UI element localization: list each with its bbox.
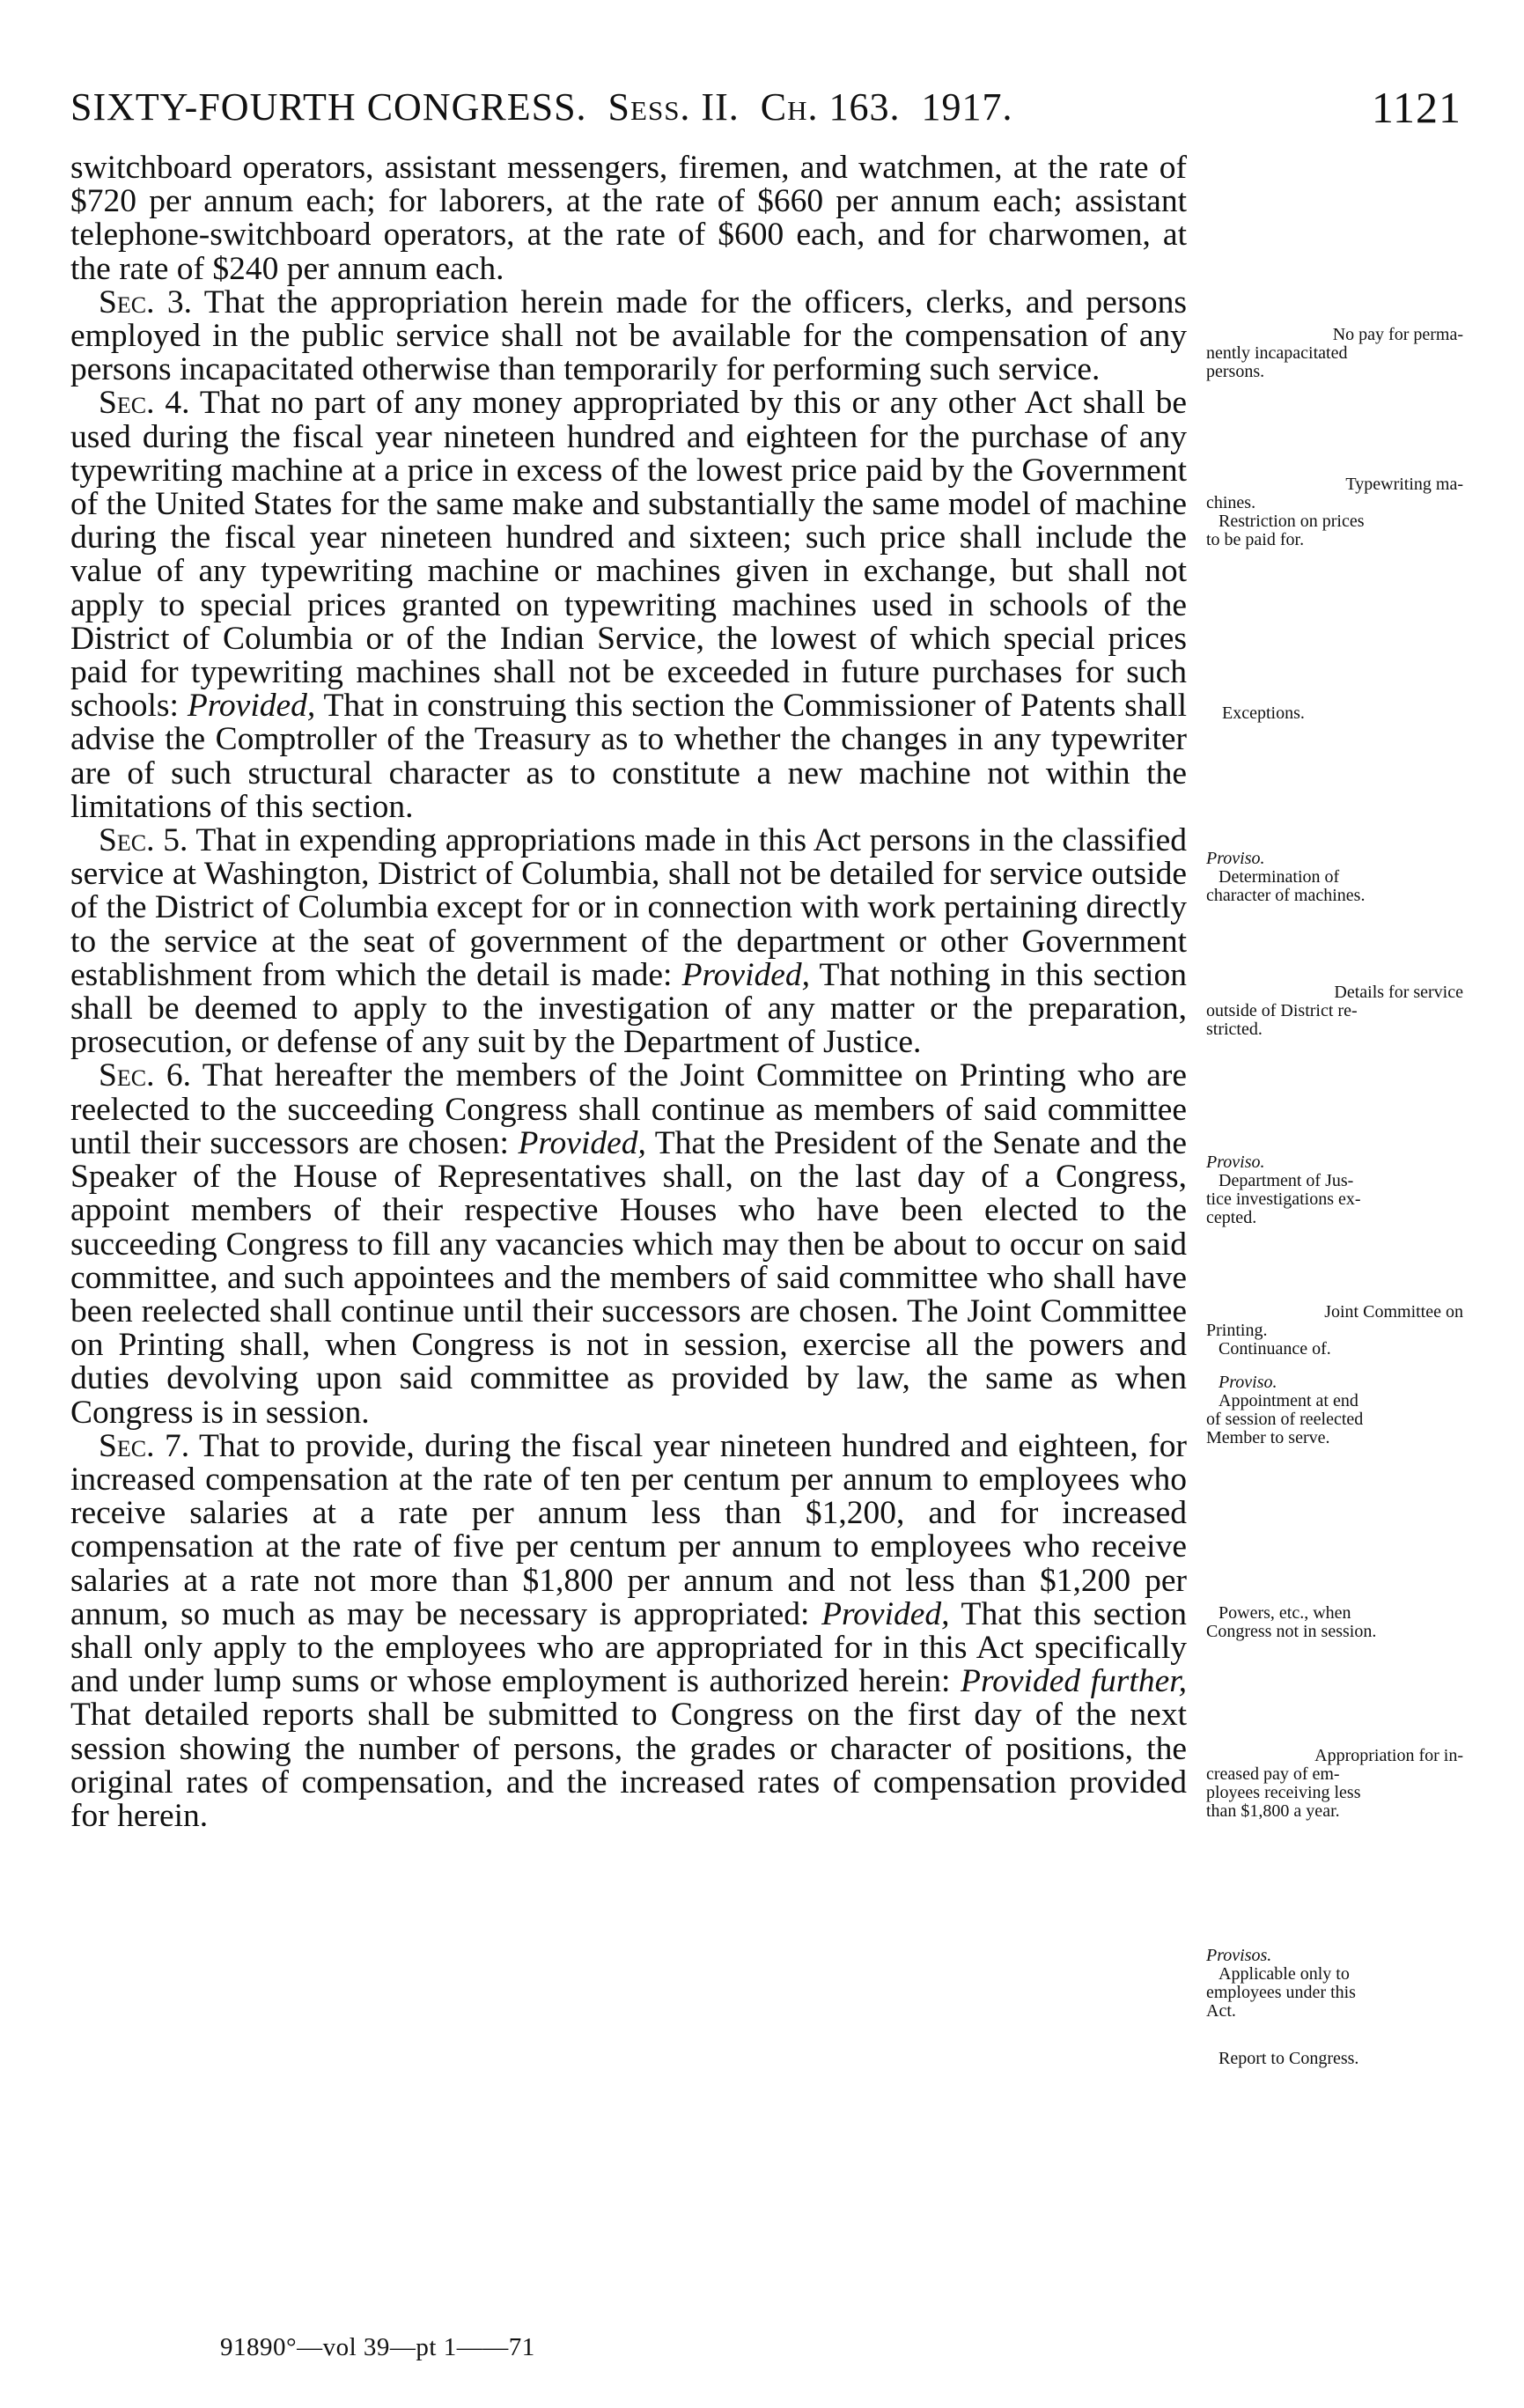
margin-note-line: Powers, etc., when — [1218, 1603, 1351, 1623]
page-number: 1121 — [1371, 83, 1461, 132]
section-7-proviso-further-word: Provided further, — [961, 1663, 1188, 1700]
section-7-proviso-further-text: That detailed reports shall be submitted to Congress on the first day of the next session showing the number of persons, the grades or character of positions, the original rates of compensation, and the increased rates of compensation provided for herein. — [70, 1697, 1187, 1834]
margin-note-line: of session of reelected — [1206, 1410, 1364, 1429]
printer-signature: 91890°—vol 39—pt 1——71 — [220, 2333, 535, 2361]
margin-note-line: Appropriation for in- — [1314, 1746, 1463, 1765]
margin-note-provisos-applicable — [1206, 1947, 1463, 2021]
section-3-text: That the appropriation herein made for the officers, clerks, and persons employed in the public service shall not be available for the compensation of any persons incapacitated otherwise than temporarily for performing such service. — [70, 284, 1187, 388]
margin-note-line: ployees receiving less — [1206, 1783, 1361, 1802]
section-7-label: Sec. 7. — [99, 1427, 190, 1464]
margin-note-report — [1206, 2050, 1463, 2068]
margin-note-line: cepted. — [1206, 1208, 1257, 1227]
section-3 — [70, 286, 1187, 387]
section-6-proviso-word: Provided, — [518, 1124, 646, 1161]
margin-note-line: employees under this — [1206, 1983, 1356, 2002]
margin-note-line: Determination of — [1218, 867, 1340, 887]
section-7-text: That to provide, during the fiscal year nineteen hundred and eighteen, for increased compensation at the rate of ten per centum per annum to employees who receive salaries at a rate per annum less than $1,200, and for increased compensation at the rate of five per centum per annum to employees who receive salaries at a rate not more than $1,800 per annum and not less than $1,200 per annum, so much as may be necessary is appropriated: — [70, 1427, 1187, 1632]
margin-note-proviso-machines — [1206, 850, 1463, 905]
margin-note-proviso-appointment — [1206, 1373, 1463, 1447]
margin-note-line: Proviso. — [1206, 849, 1265, 868]
section-6 — [70, 1059, 1187, 1429]
section-5-proviso-word: Provided, — [681, 956, 811, 993]
section-4-proviso-word: Provided, — [187, 688, 316, 725]
section-6-text: That hereafter the members of the Joint Committee on Printing who are reelected to the succeeding Congress shall continue as members of said committee until their successors are chosen: — [70, 1057, 1187, 1161]
margin-note-line: character of machines. — [1206, 886, 1366, 905]
running-head — [70, 72, 1461, 143]
margin-note-line: persons. — [1206, 362, 1265, 381]
margin-note-line: Congress not in session. — [1206, 1622, 1377, 1641]
paragraph-continuation: switchboard operators, assistant messengers, firemen, and watchmen, at the rate of $720 per annum each; for laborers, at the rate of $660 per annum each; assistant telephone-switchboard operators, at the rate of $600 each, and for charwomen, at the rate of $240 per annum each. — [70, 150, 1187, 287]
section-5-proviso-text: That nothing in this section shall be deemed to apply to the investigation of any matter or the preparation, prosecution, or defense of any suit by the Department of Justice. — [70, 956, 1188, 1061]
margin-note-line: Proviso. — [1206, 1152, 1265, 1172]
section-4-proviso-text: That in construing this section the Commissioner of Patents shall advise the Comptroller of the Treasury as to whether the changes in any typewriter are of such structural character as to constitute a new machine not within the limitations of this section. — [70, 688, 1188, 825]
margin-note-line: Report to Congress. — [1218, 2049, 1359, 2068]
margin-note-line: Typewriting ma- — [1345, 475, 1463, 494]
year-label: 1917. — [921, 85, 1013, 129]
margin-note-line: Appointment at end — [1218, 1391, 1358, 1410]
margin-note-line: Department of Jus- — [1218, 1171, 1354, 1190]
section-5 — [70, 824, 1187, 1059]
section-5-label: Sec. 5. — [99, 822, 188, 859]
margin-note-powers — [1206, 1604, 1463, 1641]
section-7-proviso-word: Provided, — [821, 1595, 950, 1632]
margin-note-line: Proviso. — [1218, 1373, 1277, 1392]
section-6-proviso-text: That the President of the Senate and the Speaker of the House of Representatives shall, on the last day of a Congress, appoint members of their respective Houses who have been elected to the succeeding Congress to fill any vacancies which may then be about to occur on said committee, and such appointees and the members of said committee who shall have been reelected shall continue until their successors are chosen. The Joint Committee on Printing shall, when Congress is not in session, exercise all the powers and duties devolving upon said committee as provided by law, the same as when Congress is in session. — [70, 1124, 1188, 1431]
statute-text — [70, 151, 1187, 1833]
margin-note-line: nently incapacitated — [1206, 343, 1348, 363]
margin-note-line: Exceptions. — [1222, 703, 1305, 723]
section-7-proviso-text: That this section shall only apply to the employees who are appropriated for in this Act specifically and under lump sums or whose employment is authorized herein: — [70, 1595, 1188, 1700]
section-6-label: Sec. 6. — [99, 1057, 192, 1094]
section-4-label: Sec. 4. — [99, 385, 190, 422]
margin-note-line: Provisos. — [1206, 1946, 1272, 1965]
margin-note-line: Applicable only to — [1218, 1964, 1350, 1984]
section-5-text: That in expending appropriations made in this Act persons in the classified service at Washington, District of Columbia, shall not be detailed for service outside of the District of Columbia except for or in connection with work pertaining directly to the service at the seat of government of the department or other Government establishment from which the detail is made: — [70, 822, 1187, 993]
margin-note-line: Continuance of. — [1218, 1339, 1331, 1359]
margin-note-line: Details for service — [1334, 983, 1463, 1002]
section-7 — [70, 1427, 1188, 1834]
margin-note-line: stricted. — [1206, 1020, 1263, 1039]
margin-note-line: Member to serve. — [1206, 1428, 1330, 1447]
margin-note-proviso-justice — [1206, 1153, 1463, 1227]
running-head-text — [70, 72, 1013, 143]
margin-note-line: creased pay of em- — [1206, 1764, 1340, 1784]
section-4 — [70, 387, 1187, 824]
margin-note-details — [1206, 983, 1463, 1039]
margin-note-exceptions — [1206, 704, 1463, 723]
margin-note-line: to be paid for. — [1206, 530, 1305, 549]
section-4-text: That no part of any money appropriated by this or any other Act shall be used during the fiscal year nineteen hundred and eighteen for the purchase of any typewriting machine at a price in excess of the lowest price paid by the Government of the United States for the same make and substantially the same model of machine during the fiscal year nineteen hundred and sixteen; such price shall include the value of any typewriting machine or machines given in exchange, but shall not apply to special prices granted on typewriting machines used in schools of the District of Columbia or of the Indian Service, the lowest of which special prices paid for typewriting machines shall not be exceeded in future purchases for such schools: — [70, 385, 1187, 725]
margin-note-no-pay — [1206, 326, 1463, 381]
margin-note-line: chines. — [1206, 493, 1256, 512]
margin-note-line: Act. — [1206, 2001, 1236, 2021]
margin-note-joint-committee — [1206, 1303, 1463, 1359]
margin-note-line: outside of District re- — [1206, 1001, 1358, 1020]
margin-note-line: No pay for perma- — [1332, 325, 1463, 344]
margin-note-increased-pay — [1206, 1747, 1463, 1821]
margin-note-line: Printing. — [1206, 1321, 1268, 1340]
session-label: Sess. II. — [607, 85, 740, 129]
section-3-label: Sec. 3. — [99, 284, 193, 320]
margin-note-line: Joint Committee on — [1324, 1302, 1463, 1322]
margin-note-line: than $1,800 a year. — [1206, 1801, 1340, 1821]
margin-note-typewriting — [1206, 475, 1463, 549]
margin-note-line: tice investigations ex- — [1206, 1189, 1361, 1209]
congress-title: SIXTY-FOURTH CONGRESS. — [70, 85, 587, 129]
chapter-label: Ch. 163. — [760, 85, 901, 129]
margin-note-line: Restriction on prices — [1218, 512, 1365, 531]
